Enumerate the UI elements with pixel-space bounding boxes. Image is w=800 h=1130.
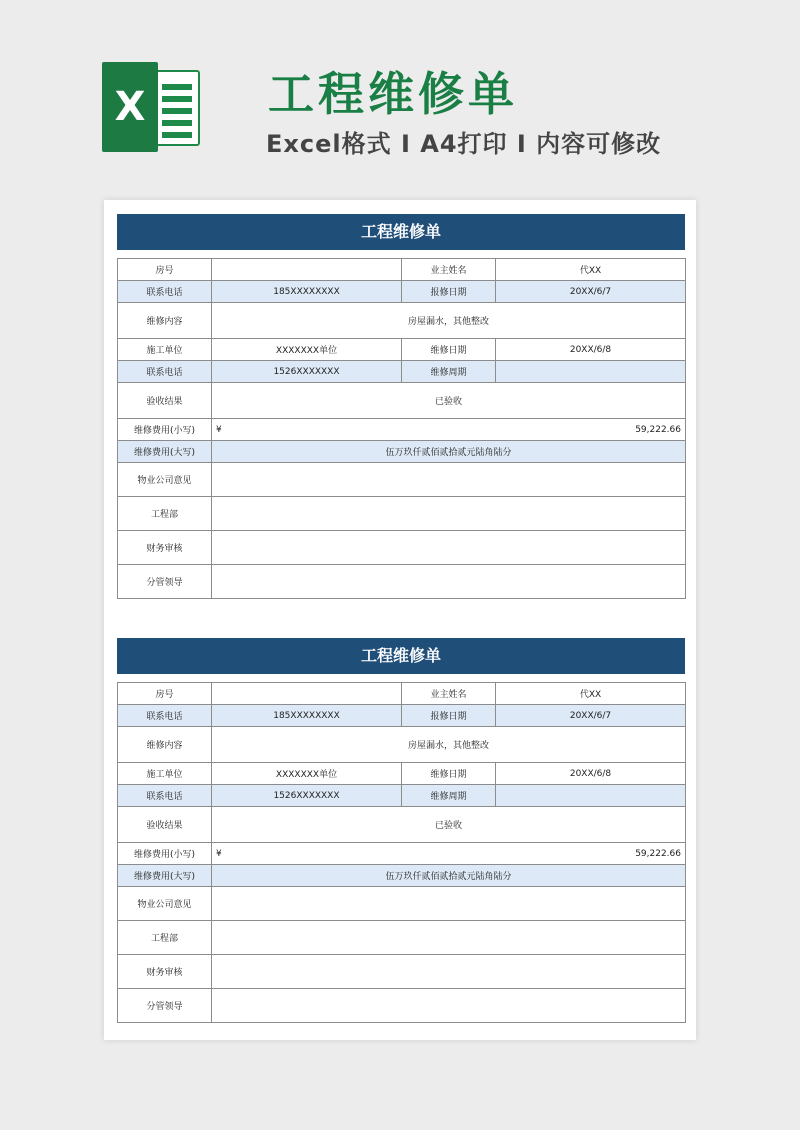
phone-label: 联系电话 [118, 705, 212, 727]
acceptance-value[interactable]: 已验收 [212, 383, 686, 419]
repair-form-table [117, 258, 686, 599]
room-value[interactable] [212, 683, 402, 705]
room-label: 房号 [118, 683, 212, 705]
table-row [118, 497, 686, 531]
table-row [118, 807, 686, 843]
owner-value[interactable]: 代XX [496, 683, 686, 705]
phone2-value[interactable]: 1526XXXXXXX [212, 785, 402, 807]
cost-small-label: 维修费用(小写) [118, 419, 212, 441]
table-row [118, 843, 686, 865]
leader-value[interactable] [212, 565, 686, 599]
finance-value[interactable] [212, 955, 686, 989]
repair-date-value[interactable]: 20XX/6/8 [496, 763, 686, 785]
table-row [118, 361, 686, 383]
repair-period-label: 维修周期 [402, 361, 496, 383]
property-label: 物业公司意见 [118, 887, 212, 921]
acceptance-value[interactable]: 已验收 [212, 807, 686, 843]
table-row [118, 441, 686, 463]
repair-content-value[interactable]: 房屋漏水，其他整改 [212, 303, 686, 339]
table-row [118, 683, 686, 705]
table-row [118, 865, 686, 887]
currency-symbol: ¥ [216, 424, 222, 435]
table-row [118, 383, 686, 419]
contractor-label: 施工单位 [118, 339, 212, 361]
table-row [118, 921, 686, 955]
repair-content-label: 维修内容 [118, 727, 212, 763]
repair-date-label: 维修日期 [402, 763, 496, 785]
cost-big-label: 维修费用(大写) [118, 441, 212, 463]
table-row [118, 339, 686, 361]
repair-form-2 [117, 638, 685, 1023]
phone-label: 联系电话 [118, 281, 212, 303]
table-row [118, 727, 686, 763]
table-row [118, 763, 686, 785]
phone-value[interactable]: 185XXXXXXXX [212, 281, 402, 303]
engineering-value[interactable] [212, 497, 686, 531]
cost-small-value: 59,222.66 [635, 424, 681, 435]
table-row [118, 463, 686, 497]
contractor-label: 施工单位 [118, 763, 212, 785]
report-date-label: 报修日期 [402, 281, 496, 303]
engineering-label: 工程部 [118, 497, 212, 531]
property-label: 物业公司意见 [118, 463, 212, 497]
page-title: 工程维修单 [268, 67, 518, 121]
table-row [118, 785, 686, 807]
table-row [118, 955, 686, 989]
repair-form-1 [117, 214, 685, 599]
owner-label: 业主姓名 [402, 683, 496, 705]
leader-label: 分管领导 [118, 989, 212, 1023]
owner-label: 业主姓名 [402, 259, 496, 281]
table-row [118, 705, 686, 727]
property-value[interactable] [212, 463, 686, 497]
leader-label: 分管领导 [118, 565, 212, 599]
contractor-value[interactable]: XXXXXXX单位 [212, 339, 402, 361]
table-row [118, 303, 686, 339]
cost-small-value: 59,222.66 [635, 848, 681, 859]
repair-content-label: 维修内容 [118, 303, 212, 339]
report-date-label: 报修日期 [402, 705, 496, 727]
cost-small-cell[interactable] [212, 419, 686, 441]
room-value[interactable] [212, 259, 402, 281]
contractor-value[interactable]: XXXXXXX单位 [212, 763, 402, 785]
finance-value[interactable] [212, 531, 686, 565]
phone2-label: 联系电话 [118, 785, 212, 807]
cost-big-value[interactable]: 伍万玖仟贰佰贰拾贰元陆角陆分 [212, 865, 686, 887]
repair-period-value[interactable] [496, 785, 686, 807]
report-date-value[interactable]: 20XX/6/7 [496, 705, 686, 727]
cost-big-value[interactable]: 伍万玖仟贰佰贰拾贰元陆角陆分 [212, 441, 686, 463]
repair-date-value[interactable]: 20XX/6/8 [496, 339, 686, 361]
page-subtitle: Excel格式 I A4打印 I 内容可修改 [266, 130, 662, 158]
room-label: 房号 [118, 259, 212, 281]
repair-form-table [117, 682, 686, 1023]
repair-period-value[interactable] [496, 361, 686, 383]
table-row [118, 531, 686, 565]
finance-label: 财务审核 [118, 531, 212, 565]
paper-sheet [104, 200, 696, 1040]
phone2-label: 联系电话 [118, 361, 212, 383]
currency-symbol: ¥ [216, 848, 222, 859]
phone-value[interactable]: 185XXXXXXXX [212, 705, 402, 727]
table-row [118, 989, 686, 1023]
repair-content-value[interactable]: 房屋漏水，其他整改 [212, 727, 686, 763]
property-value[interactable] [212, 887, 686, 921]
engineering-label: 工程部 [118, 921, 212, 955]
repair-period-label: 维修周期 [402, 785, 496, 807]
form-header: 工程维修单 [117, 638, 685, 674]
cost-small-label: 维修费用(小写) [118, 843, 212, 865]
phone2-value[interactable]: 1526XXXXXXX [212, 361, 402, 383]
table-row [118, 887, 686, 921]
table-row [118, 419, 686, 441]
cost-big-label: 维修费用(大写) [118, 865, 212, 887]
acceptance-label: 验收结果 [118, 807, 212, 843]
leader-value[interactable] [212, 989, 686, 1023]
finance-label: 财务审核 [118, 955, 212, 989]
form-header: 工程维修单 [117, 214, 685, 250]
owner-value[interactable]: 代XX [496, 259, 686, 281]
acceptance-label: 验收结果 [118, 383, 212, 419]
excel-logo-icon [102, 62, 202, 152]
table-row [118, 259, 686, 281]
table-row [118, 281, 686, 303]
report-date-value[interactable]: 20XX/6/7 [496, 281, 686, 303]
engineering-value[interactable] [212, 921, 686, 955]
repair-date-label: 维修日期 [402, 339, 496, 361]
cost-small-cell[interactable] [212, 843, 686, 865]
table-row [118, 565, 686, 599]
excel-x-mark: X [102, 62, 158, 152]
